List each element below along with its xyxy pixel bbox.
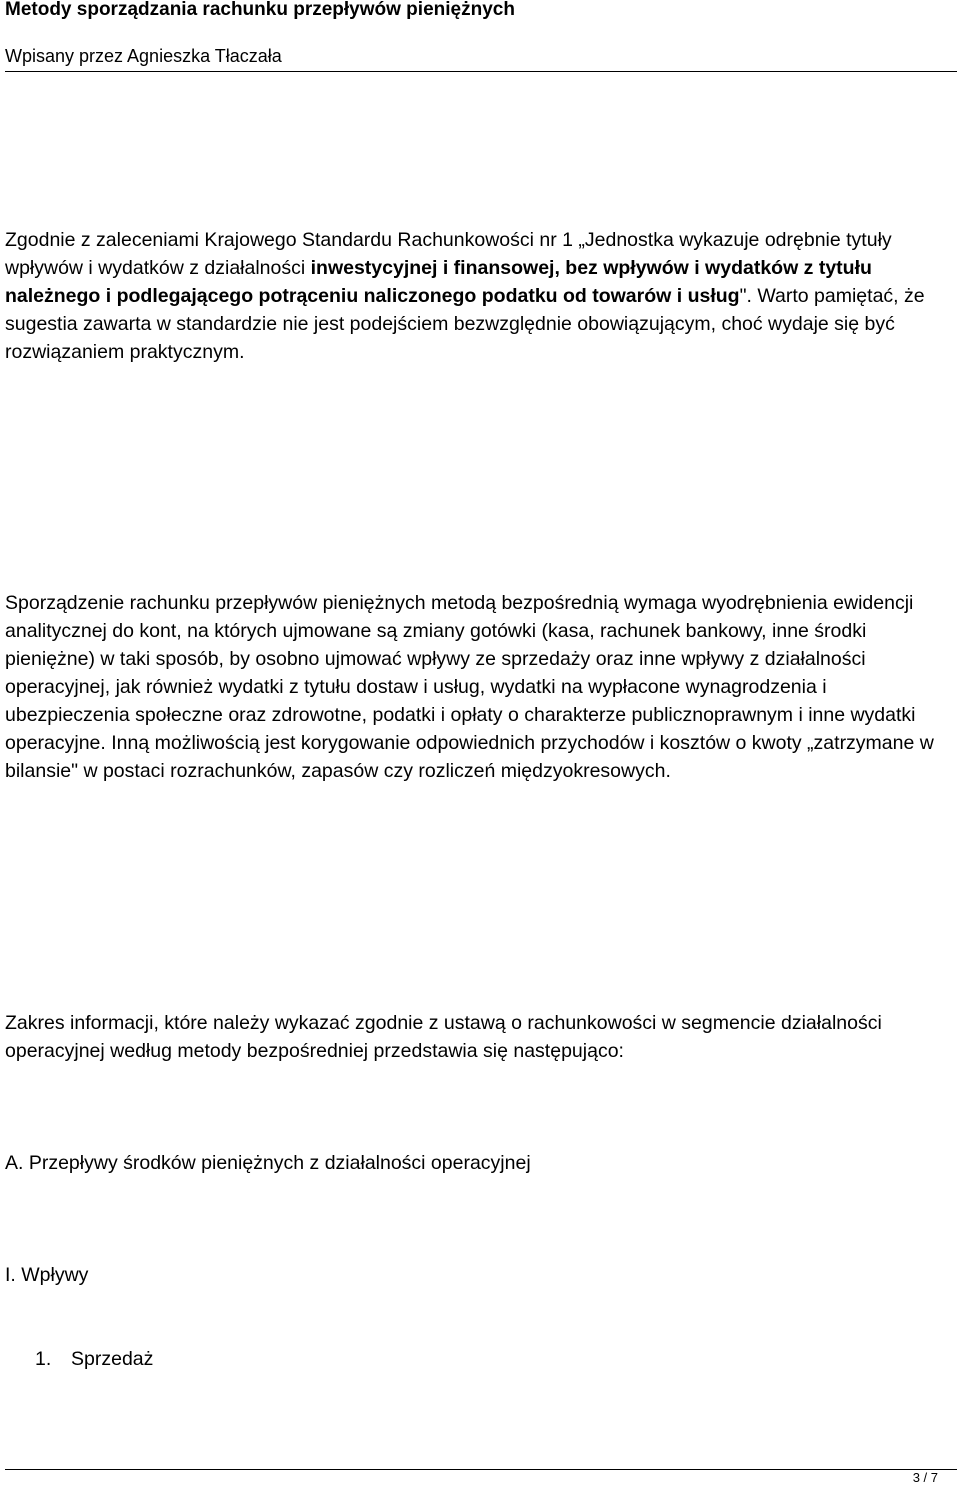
paragraph-outro: ". Warto pamiętać, że sugestia zawarta w standardzie nie jest podejściem bezwzględnie obowiązującym, choć wydaje się być rozwiązaniem praktycznym. [5,285,925,363]
list-item-number: 1. [35,1348,52,1370]
header-divider [5,71,957,72]
author-line: Wpisany przez Agnieszka Tłaczała [5,46,282,66]
paragraph-scope-info: Zakres informacji, które należy wykazać zgodnie z ustawą o rachunkowości w segmencie działalności operacyjnej według metody bezpośredniej przedstawia się następująco: [5,1012,882,1062]
paragraph-direct-method: Sporządzenie rachunku przepływów pieniężnych metodą bezpośrednią wymaga wyodrębnienia ewidencji analitycznej do kont, na których ujmowane są zmiany gotówki (kasa, rachunek bankowy, inne środki pieniężne) w taki sposób, by osobno ujmować wpływy ze sprzedaży oraz inne wpływy z działalności operacyjnej, jak również wydatki z tytułu dostaw i usług, wydatki na wypłacone wynagrodzenia i ubezpieczenia społeczne oraz zdrowotne, podatki i opłaty o charakterze publicznoprawnym i inne wydatki operacyjne. Inną możliwością jest korygowanie odpowiednich przychodów i kosztów o kwoty „zatrzymane w bilansie" w postaci rozrachunków, zapasów czy rozliczeń międzyokresowych. [5,592,934,782]
inflows-list [35,1345,153,1373]
section-a-heading: A. Przepływy środków pieniężnych z działalności operacyjnej [5,1152,531,1174]
list-item [35,1345,153,1373]
paragraph-standard-recommendation [5,226,953,366]
page-number: 3 / 7 [912,1470,938,1485]
footer-divider [5,1469,957,1470]
list-item-label: Sprzedaż [71,1348,154,1370]
section-i-heading: I. Wpływy [5,1264,89,1286]
paragraph-intro: Zgodnie z zaleceniami Krajowego Standardu Rachunkowości nr 1 „Jednostka wykazuje odrębnie tytuły wpływów i wydatków z działalności [5,229,892,279]
paragraph-bold-text: inwestycyjnej i finansowej, bez wpływów i wydatków z tytułu należnego i podlegającego potrąceniu naliczonego podatku od towarów i usług [5,257,872,307]
document-title: Metody sporządzania rachunku przepływów pieniężnych [5,0,515,20]
